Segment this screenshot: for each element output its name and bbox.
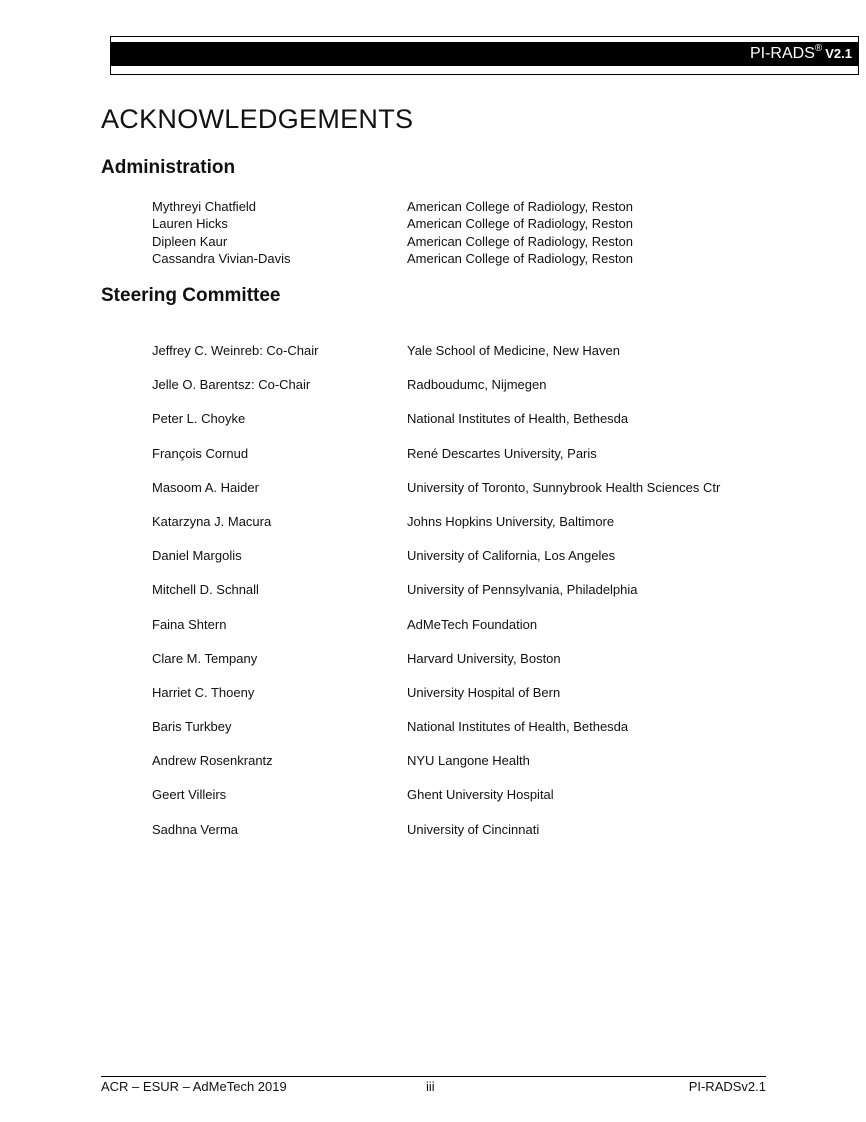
member-name: Harriet C. Thoeny [152, 684, 255, 700]
administration-list [152, 198, 633, 267]
footer-right-text: PI-RADSv2.1 [688, 1079, 766, 1094]
member-affiliation: Yale School of Medicine, New Haven [407, 343, 620, 358]
member-affiliation: American College of Radiology, Reston [407, 250, 633, 266]
member-affiliation: University of Cincinnati [407, 821, 540, 837]
steering-committee-list [152, 342, 720, 855]
committee-member [152, 410, 720, 444]
header-bar [111, 42, 858, 66]
member-affiliation: American College of Radiology, Reston [407, 199, 633, 214]
administration-member [152, 250, 633, 267]
member-name: Mitchell D. Schnall [152, 582, 259, 598]
steering-committee-heading: Steering Committee [101, 285, 281, 306]
committee-member [152, 513, 720, 547]
header-brand: PI-RADS [749, 45, 815, 62]
member-affiliation: NYU Langone Health [407, 753, 530, 769]
member-name: Mythreyi Chatfield [152, 199, 257, 214]
member-name: Masoom A. Haider [152, 479, 259, 495]
member-affiliation: National Institutes of Health, Bethesda [407, 411, 629, 427]
member-name: Clare M. Tempany [152, 650, 258, 666]
member-name: Geert Villeirs [152, 787, 227, 803]
member-affiliation: American College of Radiology, Reston [407, 216, 633, 232]
member-name: Peter L. Choyke [152, 411, 246, 427]
member-affiliation: University of Toronto, Sunnybrook Health Sciences Ctr [407, 479, 721, 495]
member-name: Cassandra Vivian-Davis [152, 250, 291, 266]
committee-member [152, 821, 720, 855]
member-name: François Cornud [152, 445, 249, 461]
member-name: Andrew Rosenkrantz [152, 753, 273, 769]
committee-member [152, 718, 720, 752]
member-name: Lauren Hicks [152, 216, 228, 232]
page-header [110, 36, 859, 75]
committee-member [152, 616, 720, 650]
committee-member [152, 376, 720, 410]
member-affiliation: University of California, Los Angeles [407, 548, 616, 564]
committee-member [152, 650, 720, 684]
member-affiliation: Johns Hopkins University, Baltimore [407, 513, 615, 529]
administration-heading: Administration [101, 157, 236, 178]
member-affiliation: AdMeTech Foundation [407, 616, 538, 632]
committee-member [152, 342, 720, 376]
member-affiliation: René Descartes University, Paris [407, 445, 597, 461]
page-number: iii [426, 1079, 435, 1094]
committee-member [152, 786, 720, 820]
member-name: Daniel Margolis [152, 548, 242, 564]
member-name: Sadhna Verma [152, 821, 239, 837]
registered-mark: ® [814, 43, 823, 54]
member-affiliation: Radboudumc, Nijmegen [407, 377, 547, 393]
member-affiliation: University Hospital of Bern [407, 684, 561, 700]
committee-member [152, 547, 720, 581]
footer-left-text: ACR – ESUR – AdMeTech 2019 [101, 1079, 287, 1094]
member-affiliation: University of Pennsylvania, Philadelphia [407, 582, 638, 598]
administration-member [152, 233, 633, 250]
member-name: Katarzyna J. Macura [152, 513, 272, 529]
member-affiliation: Ghent University Hospital [407, 787, 554, 803]
header-version: V2.1 [825, 46, 852, 61]
committee-member [152, 752, 720, 786]
page-title: ACKNOWLEDGEMENTS [101, 104, 414, 134]
administration-member [152, 215, 633, 232]
committee-member [152, 479, 720, 513]
footer-divider [101, 1076, 766, 1077]
member-name: Jelle O. Barentsz: Co-Chair [152, 377, 311, 393]
administration-member [152, 198, 633, 215]
member-name: Jeffrey C. Weinreb: Co-Chair [152, 343, 319, 358]
member-affiliation: Harvard University, Boston [407, 650, 561, 666]
member-name: Baris Turkbey [152, 719, 232, 735]
committee-member [152, 684, 720, 718]
member-name: Faina Shtern [152, 616, 227, 632]
committee-member [152, 445, 720, 479]
member-affiliation: American College of Radiology, Reston [407, 233, 633, 249]
member-name: Dipleen Kaur [152, 233, 228, 249]
member-affiliation: National Institutes of Health, Bethesda [407, 719, 629, 735]
committee-member [152, 581, 720, 615]
